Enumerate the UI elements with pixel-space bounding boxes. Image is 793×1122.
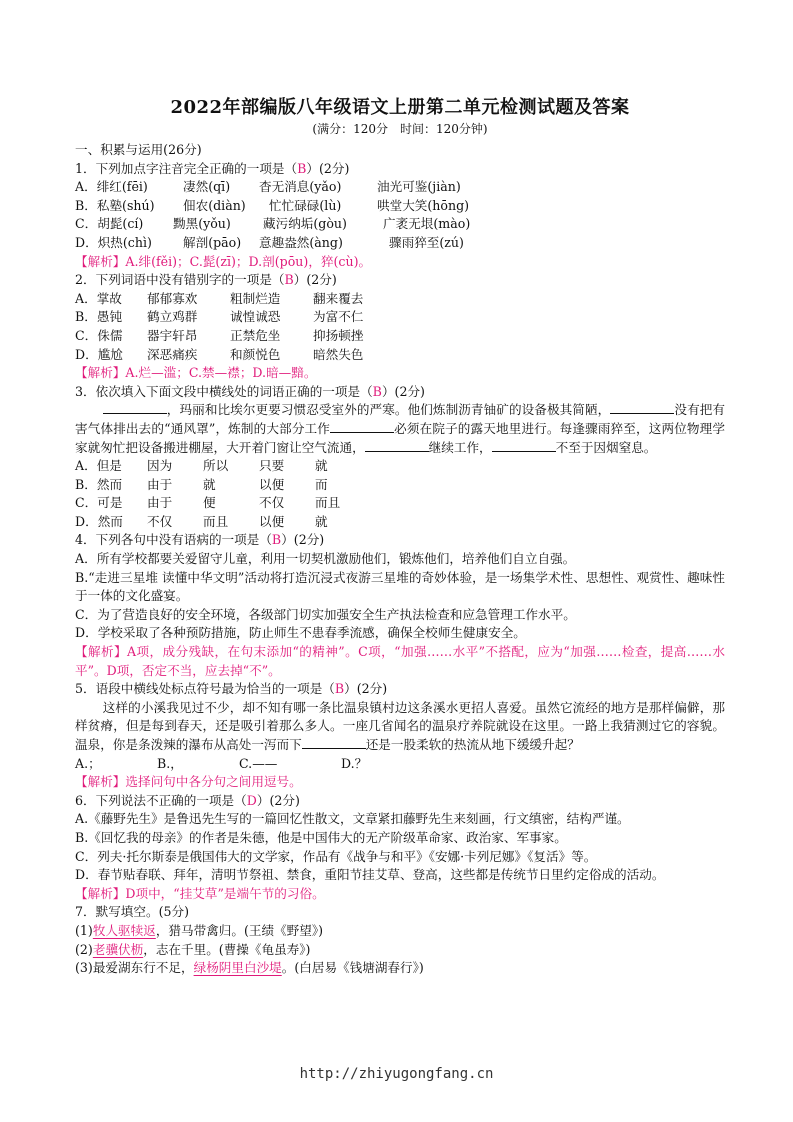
question-4-option-a: A．所有学校都要关爱留守儿童，利用一切契机激励他们，锻炼他们，培养他们自立自强。 (75, 551, 576, 567)
question-1-option-a: A．绯红(fēi) 凄然(qī) 杳无消息(yǎo) 油光可鉴(jiàn) (75, 179, 461, 195)
question-6-option-b: B.《回忆我的母亲》的作者是朱德，他是中国伟大的无产阶级革命家、政治家、军事家。 (75, 829, 567, 845)
question-1-option-d: D．炽热(chì) 解剖(pāo) 意趣盎然(àng) 骤雨猝至(zú) (75, 234, 464, 250)
footer-url: http://zhiyugongfang.cn (299, 1066, 494, 1082)
question-6-stem: 6．下列说法不正确的一项是（D）(2分) (75, 792, 300, 808)
question-3-option-a: A．但是 因为 所以 只要 就 (75, 458, 328, 474)
question-3-option-d: D．然而 不仅 而且 以便 就 (75, 513, 328, 529)
question-7-item-3: (3)最爱湖东行不足，绿杨阴里白沙堤。(白居易《钱塘湖春行》) (75, 960, 424, 976)
question-6-option-d: D．春节贴春联、拜年，清明节祭祖、禁食，重阳节挂艾草、登高，这些都是传统节日里约定俗成的活动。 (75, 867, 665, 883)
question-1-stem: 1．下列加点字注音完全正确的一项是（B）(2分) (75, 160, 350, 176)
question-7-stem: 7．默写填空。(5分) (75, 904, 190, 920)
question-3-option-c: C．可是 由于 便 不仅 而且 (75, 495, 341, 511)
page-subtitle: (满分：120分 时间：120分钟) (312, 122, 488, 136)
question-5-passage: 这样的小溪我见过不少，却不知有哪一条比温泉镇村边这条溪水更招人喜爱。虽然它流经的地方是那样偏僻，那样贫瘠，但是每到春天，还是吸引着那么多人。一座几省闻名的温泉疗养院就设在这里。一路上我猜测过它的容貌。温泉，你是条泼辣的瀑布从高处一泻而下 还是一股柔软的热流从地下缓缓升起？ (75, 699, 725, 752)
question-2-answer: B (284, 272, 294, 288)
question-2-option-b: B．愚钝 鹤立鸡群 诚惶诚恐 为富不仁 (75, 309, 364, 325)
question-2-analysis: 【解析】A.烂—滥；C.禁—襟；D.暗—黯。 (75, 365, 317, 381)
section-heading: 一、积累与运用(26分) (75, 142, 202, 157)
question-7-answer-2: 老骥伏枥 (92, 941, 144, 957)
question-6-answer: D (246, 792, 257, 808)
fill-blank (330, 420, 394, 433)
fill-blank (492, 439, 556, 452)
question-6-analysis: 【解析】D项中，“挂艾草”是端午节的习俗。 (75, 885, 325, 901)
fill-blank (302, 736, 366, 749)
question-4-stem: 4．下列各句中没有语病的一项是（B）(2分) (75, 532, 325, 548)
question-1-answer: B (297, 160, 307, 176)
question-7-answer-1: 牧人驱犊返 (92, 922, 156, 938)
fill-blank (610, 401, 674, 414)
question-7-answer-3: 绿杨阴里白沙堤 (193, 960, 282, 976)
question-3-option-b: B．然而 由于 就 以便 而 (75, 476, 328, 492)
question-4-option-d: D．学校采取了各种预防措施，防止师生不患春季流感，确保全校师生健康安全。 (75, 625, 526, 641)
fill-blank (365, 439, 429, 452)
question-5-options: A.； B.， C.—— D.？ (75, 755, 368, 771)
question-3-answer: B (372, 383, 382, 399)
question-4-option-b: B.“走进三星堆 读懂中华文明”活动将打造沉浸式夜游三星堆的奇妙体验，是一场集学术性、思想性、观赏性、趣味性于一体的文化盛宴。 (75, 569, 725, 604)
question-4-analysis: 【解析】A项，成分残缺，在句末添加“的精神”。C项，“加强……水平”不搭配，应为“加强……检查，提高……水平”。D项，否定不当，应去掉“不”。 (75, 644, 725, 678)
question-5-answer: B (334, 681, 345, 697)
question-4-option-c: C．为了营造良好的安全环境，各级部门切实加强安全生产执法检查和应急管理工作水平。 (75, 606, 576, 622)
question-5-analysis: 【解析】选择问句中各分句之间用逗号。 (75, 774, 302, 790)
fill-blank (103, 401, 167, 414)
question-5-stem: 5．语段中横线处标点符号最为恰当的一项是（B）(2分) (75, 681, 388, 697)
question-1-option-b: B．私塾(shú) 佃农(diàn) 忙忙碌碌(lù) 哄堂大笑(hōng) (75, 197, 470, 213)
question-2-stem: 2．下列词语中没有错别字的一项是（B）(2分) (75, 272, 337, 288)
question-7-item-2: (2)老骥伏枥，志在千里。(曹操《龟虽寿》) (75, 941, 311, 957)
question-3-passage: ，玛丽和比埃尔更要习惯忍受室外的严寒。他们炼制沥青铀矿的设备极其简陋， 没有把有害气体排出去的“通风罩”，炼制的大部分工作 必须在院子的露天地里进行。每逢骤雨猝至，这两位物理学家就匆忙把设备搬进棚屋，大开着门窗让空气流通， 继续工作， 不至于因烟窒息。 (75, 402, 725, 455)
question-2-option-a: A．掌故 郁郁寡欢 粗制烂造 翻来覆去 (75, 290, 364, 306)
question-6-option-a: A.《藤野先生》是鲁迅先生写的一篇回忆性散文，文章紧扣藤野先生来刻画，行文缜密，结构严谨。 (75, 811, 630, 827)
document-body (75, 96, 725, 978)
question-2-option-d: D．尴尬 深恶痛疾 和颜悦色 暗然失色 (75, 346, 364, 362)
question-2-option-c: C．侏儒 器宇轩昂 正禁危坐 抑扬顿挫 (75, 327, 364, 343)
question-1-analysis: 【解析】A.绯(fěi)；C.髭(zī)；D.剖(pōu)，猝(cù)。 (75, 253, 372, 269)
question-1-option-c: C．胡髭(cí) 黝黑(yǒu) 藏污纳垢(gòu) 广袤无垠(mào) (75, 216, 471, 232)
question-6-option-c: C．列夫·托尔斯泰是俄国伟大的文学家，作品有《战争与和平》《安娜·卡列尼娜》《复活》等。 (75, 848, 597, 864)
question-7-item-1: (1)牧人驱犊返，猎马带禽归。(王绩《野望》) (75, 922, 324, 938)
question-3-stem: 3．依次填入下面文段中横线处的词语正确的一项是（B）(2分) (75, 383, 425, 399)
page-title: 2022年部编版八年级语文上册第二单元检测试题及答案 (170, 97, 630, 118)
question-4-answer: B (271, 532, 282, 548)
